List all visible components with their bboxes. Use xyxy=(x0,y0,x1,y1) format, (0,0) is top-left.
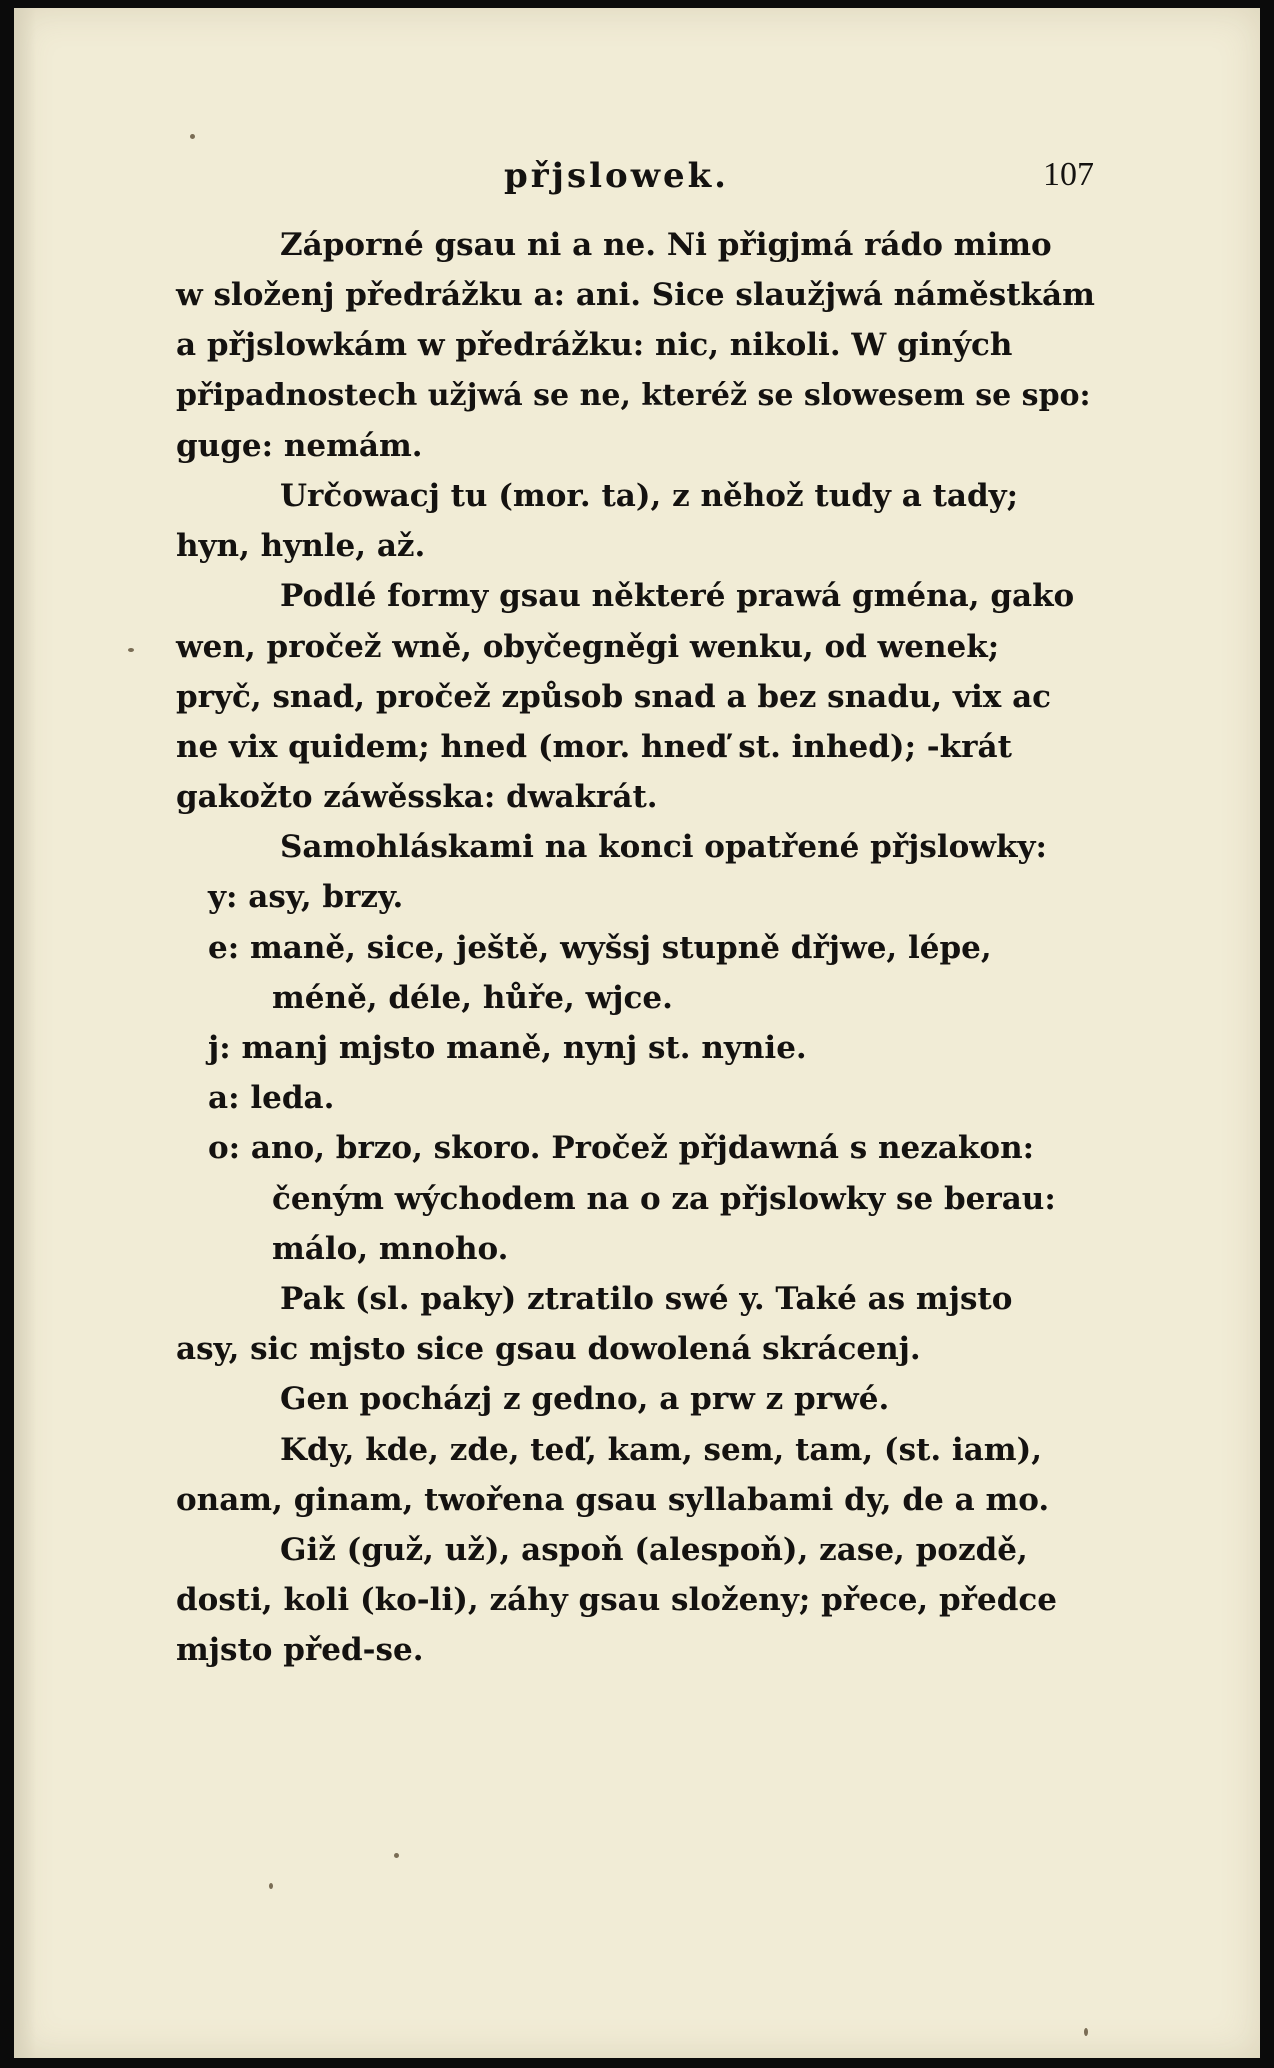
text-line: onam, ginam, twořena gsau syllabami dy, de a mo. xyxy=(176,1481,1050,1518)
text-line: málo, mnoho. xyxy=(272,1230,509,1267)
text-line: e: maně, sice, ještě, wyšsj stupně dřjwe, lépe, xyxy=(208,929,992,966)
text-line: ne vix quidem; hned (mor. hneď st. inhed); -krát xyxy=(176,728,1012,765)
paper-speck xyxy=(269,1883,273,1889)
text-line: dosti, koli (ko-li), záhy gsau složeny; přece, předce xyxy=(176,1582,1058,1619)
paper-speck xyxy=(394,1853,399,1858)
text-line: Určowacj tu (mor. ta), z něhož tudy a tady; xyxy=(280,477,1019,514)
text-line: méně, déle, hůře, wjce. xyxy=(272,979,673,1016)
running-head: přjslowek. xyxy=(504,156,730,196)
text-line: Záporné gsau ni a ne. Ni přigjmá rádo mimo xyxy=(280,227,1052,263)
text-line: připadnostech užjwá se ne, kteréž se slowesem se spo: xyxy=(176,377,1091,413)
text-line: pryč, snad, pročež způsob snad a bez snadu, vix ac xyxy=(176,678,1052,715)
text-line: Giž (guž, už), aspoň (alespoň), zase, pozdě, xyxy=(280,1531,1028,1568)
text-line: mjsto před-se. xyxy=(176,1632,424,1669)
text-line: Gen pocházj z gedno, a prw z prwé. xyxy=(280,1381,890,1418)
text-line: wen, pročež wně, obyčegněgi wenku, od wenek; xyxy=(176,628,1000,665)
paper-speck xyxy=(128,648,134,652)
text-line: asy, sic mjsto sice gsau dowolená skrácenj. xyxy=(176,1331,921,1368)
text-line: hyn, hynle, až. xyxy=(176,528,426,565)
page-header xyxy=(164,156,1094,206)
text-line: Samohláskami na konci opatřené přjslowky: xyxy=(280,829,1047,866)
book-page xyxy=(14,8,1260,2058)
text-line: Podlé formy gsau některé prawá gména, gako xyxy=(280,578,1075,615)
text-line: guge: nemám. xyxy=(176,427,423,464)
text-line: Pak (sl. paky) ztratilo swé y. Také as mjsto xyxy=(280,1280,1013,1317)
text-line: o: ano, brzo, skoro. Pročež přjdawná s nezakon: xyxy=(208,1130,1035,1167)
paper-speck xyxy=(1084,2028,1088,2036)
text-line: a: leda. xyxy=(208,1080,335,1117)
text-line: j: manj mjsto maně, nynj st. nynie. xyxy=(208,1030,807,1066)
text-line: a přjslowkám w předrážku: nic, nikoli. W giných xyxy=(176,327,1013,364)
text-line: y: asy, brzy. xyxy=(208,879,404,916)
body-text xyxy=(176,220,1096,1675)
text-line: gakožto záwěsska: dwakrát. xyxy=(176,779,658,816)
text-line: čeným wýchodem na o za přjslowky se berau: xyxy=(272,1180,1056,1217)
page-number: 107 xyxy=(1043,156,1094,193)
text-line: Kdy, kde, zde, teď, kam, sem, tam, (st. iam), xyxy=(280,1431,1043,1468)
paper-speck xyxy=(190,134,195,139)
text-line: w složenj předrážku a: ani. Sice slaužjwá náměstkám xyxy=(176,277,1095,314)
